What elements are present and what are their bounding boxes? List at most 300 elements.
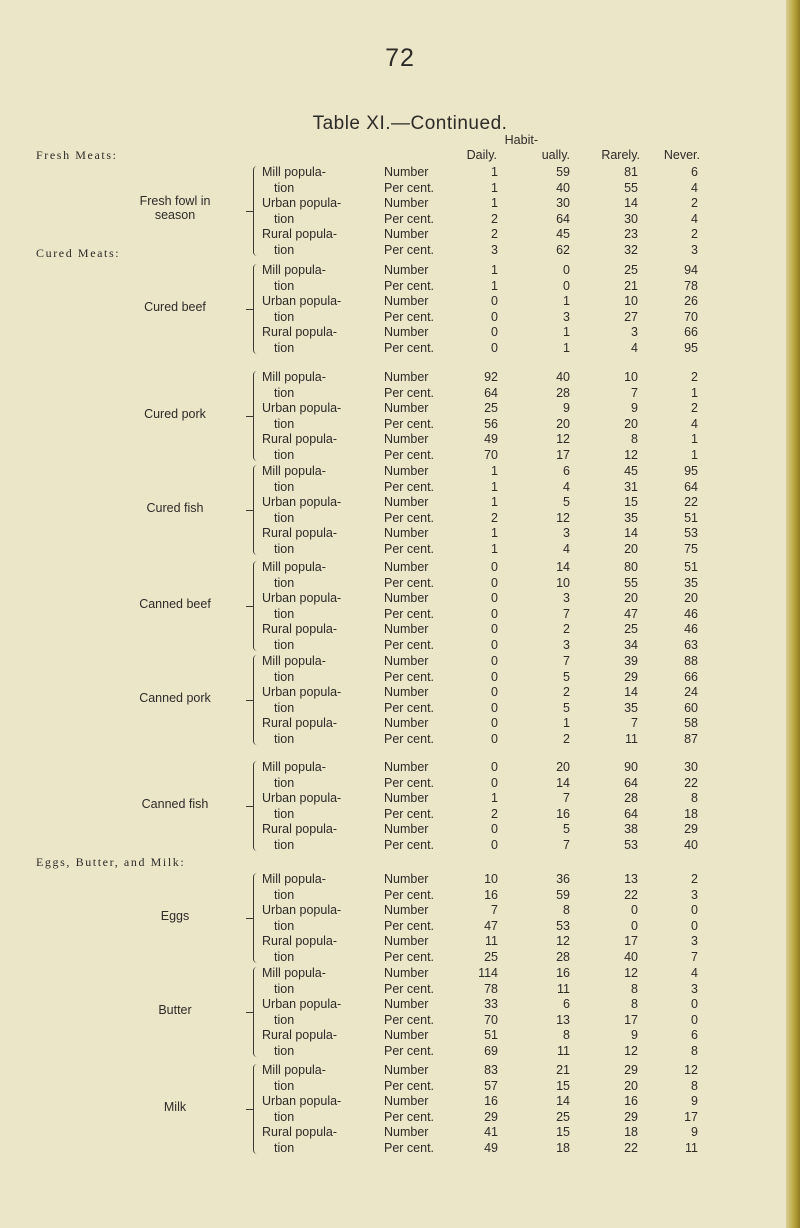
habitually-value: 14 (556, 560, 570, 574)
daily-value: 0 (491, 575, 498, 590)
population-label: tion (274, 510, 295, 525)
table-row (0, 871, 800, 888)
unit-label: Number (384, 196, 429, 211)
population-label: tion (274, 700, 295, 715)
unit-label: Per cent. (384, 510, 435, 525)
daily-value: 16 (484, 887, 498, 902)
table-row (0, 965, 800, 982)
population-label: tion (274, 806, 295, 821)
rarely-value: 35 (624, 510, 638, 525)
habitually-value: 45 (556, 227, 570, 242)
habitually-value: 10 (556, 575, 570, 590)
table-row (0, 918, 800, 935)
rarely-value: 40 (624, 950, 638, 964)
never-value: 88 (684, 654, 698, 668)
rarely-value: 32 (624, 243, 638, 257)
table-row (0, 621, 800, 638)
daily-value: 92 (484, 370, 498, 384)
rarely-value: 21 (624, 278, 638, 293)
unit-label: Number (384, 432, 429, 447)
never-value: 66 (684, 669, 698, 684)
habitually-value: 7 (563, 838, 570, 852)
daily-value: 0 (491, 775, 498, 790)
population-label: Urban popula- (262, 294, 342, 309)
column-header-daily: Daily. (466, 148, 497, 162)
rarely-value: 30 (624, 211, 638, 226)
daily-value: 0 (491, 760, 498, 774)
unit-label: Number (384, 227, 429, 242)
table-row (0, 1062, 800, 1079)
unit-label: Number (384, 560, 429, 574)
daily-value: 47 (484, 918, 498, 933)
table-row (0, 837, 800, 854)
habitually-value: 2 (563, 622, 570, 637)
table-row (0, 541, 800, 558)
table-row (0, 293, 800, 310)
population-label: Mill popula- (262, 872, 326, 886)
habitually-value: 2 (563, 685, 570, 700)
rarely-value: 45 (624, 464, 638, 478)
table-row (0, 1124, 800, 1141)
never-value: 4 (691, 211, 698, 226)
never-value: 29 (684, 822, 698, 837)
section-heading: Cured Meats: (36, 246, 121, 260)
daily-value: 2 (491, 510, 498, 525)
population-label: Mill popula- (262, 760, 326, 774)
never-value: 2 (691, 401, 698, 416)
never-value: 78 (684, 278, 698, 293)
table-row (0, 902, 800, 919)
table-row (0, 669, 800, 686)
table-row (0, 400, 800, 417)
unit-label: Per cent. (384, 309, 435, 324)
food-name-line1: Cured pork (144, 406, 206, 421)
table-row (0, 525, 800, 542)
habitually-value: 4 (563, 479, 570, 494)
daily-value: 0 (491, 309, 498, 324)
daily-value: 1 (491, 196, 498, 211)
unit-label: Number (384, 822, 429, 837)
rarely-value: 29 (624, 669, 638, 684)
never-value: 26 (684, 294, 698, 309)
unit-label: Number (384, 1028, 429, 1043)
population-label: tion (274, 1109, 295, 1124)
habitually-value: 16 (556, 966, 570, 980)
rarely-value: 9 (631, 401, 638, 416)
rarely-value: 25 (624, 263, 638, 277)
unit-label: Per cent. (384, 416, 435, 431)
rarely-value: 18 (624, 1125, 638, 1140)
unit-label: Number (384, 760, 429, 774)
habitually-value: 11 (557, 1044, 570, 1058)
population-label: tion (274, 669, 295, 684)
unit-label: Number (384, 791, 429, 806)
table-row (0, 575, 800, 592)
daily-value: 69 (484, 1044, 498, 1058)
column-header-rarely: Rarely. (601, 148, 640, 162)
table-row (0, 447, 800, 464)
unit-label: Per cent. (384, 1012, 435, 1027)
unit-label: Number (384, 1063, 429, 1077)
never-value: 12 (684, 1063, 698, 1077)
habitually-value: 5 (563, 669, 570, 684)
population-label: tion (274, 448, 295, 462)
rarely-value: 0 (631, 903, 638, 918)
daily-value: 0 (491, 638, 498, 652)
unit-label: Per cent. (384, 1141, 435, 1155)
never-value: 2 (691, 227, 698, 242)
daily-value: 25 (484, 950, 498, 964)
population-label: tion (274, 278, 295, 293)
never-value: 7 (691, 950, 698, 964)
rarely-value: 14 (624, 685, 638, 700)
habitually-value: 1 (563, 716, 570, 731)
rarely-value: 25 (624, 622, 638, 637)
rarely-value: 7 (631, 716, 638, 731)
never-value: 1 (691, 448, 698, 462)
habitually-value: 16 (556, 806, 570, 821)
rarely-value: 80 (624, 560, 638, 574)
population-label: Urban popula- (262, 997, 342, 1012)
never-value: 53 (684, 526, 698, 541)
rarely-value: 20 (624, 1078, 638, 1093)
table-row (0, 1093, 800, 1110)
daily-value: 0 (491, 606, 498, 621)
table-row (0, 340, 800, 357)
population-label: tion (274, 1044, 295, 1058)
daily-value: 83 (484, 1063, 498, 1077)
daily-value: 56 (484, 416, 498, 431)
never-value: 30 (684, 760, 698, 774)
unit-label: Number (384, 591, 429, 606)
unit-label: Number (384, 997, 429, 1012)
table-row (0, 606, 800, 623)
daily-value: 51 (484, 1028, 498, 1043)
population-label: Rural popula- (262, 1028, 338, 1043)
food-name-line2: season (154, 207, 196, 222)
daily-value: 49 (484, 1141, 498, 1155)
rarely-value: 53 (624, 838, 638, 852)
daily-value: 41 (484, 1125, 498, 1140)
table-row (0, 164, 800, 181)
habitually-value: 12 (556, 432, 570, 447)
table-row (0, 211, 800, 228)
habitually-value: 15 (556, 1078, 570, 1093)
habitually-value: 2 (563, 732, 570, 746)
daily-value: 2 (491, 227, 498, 242)
habitually-value: 8 (563, 1028, 570, 1043)
population-label: Mill popula- (262, 966, 326, 980)
table-row (0, 479, 800, 496)
daily-value: 10 (484, 872, 498, 886)
table-row (0, 195, 800, 212)
unit-label: Per cent. (384, 806, 435, 821)
table-row (0, 887, 800, 904)
table-row (0, 369, 800, 386)
never-value: 8 (691, 1078, 698, 1093)
habitually-value: 5 (563, 822, 570, 837)
rarely-value: 15 (624, 495, 638, 510)
never-value: 8 (691, 791, 698, 806)
table-row (0, 180, 800, 197)
table-row (0, 700, 800, 717)
rarely-value: 4 (631, 341, 638, 355)
unit-label: Per cent. (384, 775, 435, 790)
population-label: Rural popula- (262, 716, 338, 731)
unit-label: Per cent. (384, 479, 435, 494)
food-name-line1: Canned pork (139, 690, 211, 705)
table-row (0, 226, 800, 243)
habitually-value: 14 (556, 1094, 570, 1109)
habitually-value: 3 (563, 591, 570, 606)
unit-label: Number (384, 325, 429, 340)
population-label: tion (274, 341, 295, 355)
habitually-value: 59 (556, 887, 570, 902)
rarely-value: 12 (624, 966, 638, 980)
rarely-value: 29 (624, 1109, 638, 1124)
daily-value: 0 (491, 341, 498, 355)
habitually-value: 8 (563, 903, 570, 918)
rarely-value: 9 (631, 1028, 638, 1043)
food-name-line1: Canned fish (141, 796, 209, 811)
rarely-value: 3 (631, 325, 638, 340)
never-value: 9 (691, 1094, 698, 1109)
daily-value: 0 (491, 685, 498, 700)
population-label: tion (274, 1012, 295, 1027)
unit-label: Per cent. (384, 838, 435, 852)
never-value: 0 (691, 918, 698, 933)
habitually-value: 62 (556, 243, 570, 257)
unit-label: Per cent. (384, 669, 435, 684)
habitually-value: 12 (556, 510, 570, 525)
never-value: 0 (691, 903, 698, 918)
rarely-value: 22 (624, 887, 638, 902)
never-value: 18 (684, 806, 698, 821)
unit-label: Per cent. (384, 341, 435, 355)
unit-label: Number (384, 903, 429, 918)
daily-value: 0 (491, 732, 498, 746)
table-row (0, 1109, 800, 1126)
population-label: Mill popula- (262, 263, 326, 277)
rarely-value: 17 (624, 934, 638, 949)
population-label: Rural popula- (262, 934, 338, 949)
never-value: 3 (691, 934, 698, 949)
never-value: 75 (684, 542, 698, 556)
daily-value: 0 (491, 591, 498, 606)
habitually-value: 64 (556, 211, 570, 226)
habitually-value: 5 (563, 700, 570, 715)
daily-value: 1 (491, 180, 498, 195)
daily-value: 0 (491, 654, 498, 668)
rarely-value: 7 (631, 385, 638, 400)
table-row (0, 637, 800, 654)
table-row (0, 309, 800, 326)
habitually-value: 0 (563, 278, 570, 293)
daily-value: 11 (485, 934, 498, 949)
population-label: Mill popula- (262, 1063, 326, 1077)
rarely-value: 55 (624, 575, 638, 590)
never-value: 1 (691, 432, 698, 447)
daily-value: 33 (484, 997, 498, 1012)
page-number: 72 (385, 44, 415, 72)
table-row (0, 981, 800, 998)
unit-label: Per cent. (384, 638, 435, 652)
population-label: Urban popula- (262, 495, 342, 510)
unit-label: Per cent. (384, 887, 435, 902)
food-name-line1: Canned beef (139, 596, 211, 611)
never-value: 51 (684, 560, 698, 574)
food-name-line1: Fresh fowl in (139, 193, 211, 208)
daily-value: 70 (484, 448, 498, 462)
habitually-value: 3 (563, 638, 570, 652)
table-row (0, 559, 800, 576)
unit-label: Number (384, 1125, 429, 1140)
daily-value: 0 (491, 294, 498, 309)
population-label: Rural popula- (262, 822, 338, 837)
table-row (0, 715, 800, 732)
unit-label: Per cent. (384, 448, 435, 462)
rarely-value: 10 (624, 294, 638, 309)
unit-label: Per cent. (384, 732, 435, 746)
habitually-value: 4 (563, 542, 570, 556)
daily-value: 2 (491, 211, 498, 226)
daily-value: 57 (484, 1078, 498, 1093)
habitually-value: 28 (556, 385, 570, 400)
unit-label: Number (384, 495, 429, 510)
never-value: 11 (685, 1141, 698, 1155)
never-value: 22 (684, 775, 698, 790)
unit-label: Number (384, 966, 429, 980)
population-label: tion (274, 838, 295, 852)
daily-value: 70 (484, 1012, 498, 1027)
unit-label: Number (384, 934, 429, 949)
rarely-value: 34 (624, 638, 638, 652)
daily-value: 0 (491, 838, 498, 852)
never-value: 9 (691, 1125, 698, 1140)
daily-value: 0 (491, 669, 498, 684)
habitually-value: 20 (556, 760, 570, 774)
table-row (0, 775, 800, 792)
food-name-line1: Cured fish (146, 500, 204, 515)
never-value: 20 (684, 591, 698, 606)
population-label: Mill popula- (262, 560, 326, 574)
rarely-value: 64 (624, 775, 638, 790)
table-row (0, 949, 800, 966)
habitually-value: 1 (563, 341, 570, 355)
never-value: 17 (684, 1109, 698, 1124)
food-name-line1: Eggs (160, 908, 190, 923)
daily-value: 1 (491, 526, 498, 541)
habitually-value: 13 (556, 1012, 570, 1027)
table-row (0, 278, 800, 295)
unit-label: Number (384, 716, 429, 731)
rarely-value: 29 (624, 1063, 638, 1077)
habitually-value: 40 (556, 370, 570, 384)
habitually-value: 7 (563, 654, 570, 668)
never-value: 3 (691, 981, 698, 996)
habitually-value: 18 (556, 1141, 570, 1155)
population-label: Rural popula- (262, 1125, 338, 1140)
unit-label: Number (384, 165, 429, 179)
habitually-value: 40 (556, 180, 570, 195)
population-label: tion (274, 918, 295, 933)
rarely-value: 90 (624, 760, 638, 774)
habitually-value: 14 (556, 775, 570, 790)
rarely-value: 0 (631, 918, 638, 933)
habitually-value: 15 (556, 1125, 570, 1140)
population-label: tion (274, 732, 295, 746)
unit-label: Number (384, 685, 429, 700)
rarely-value: 81 (624, 165, 638, 179)
rarely-value: 12 (624, 448, 638, 462)
food-name-line1: Milk (163, 1099, 187, 1114)
population-label: tion (274, 243, 295, 257)
unit-label: Per cent. (384, 211, 435, 226)
daily-value: 7 (491, 903, 498, 918)
table-row (0, 1012, 800, 1029)
table-row (0, 494, 800, 511)
rarely-value: 22 (624, 1141, 638, 1155)
never-value: 4 (691, 966, 698, 980)
unit-label: Per cent. (384, 243, 435, 257)
never-value: 58 (684, 716, 698, 731)
daily-value: 3 (491, 243, 498, 257)
rarely-value: 23 (624, 227, 638, 242)
rarely-value: 8 (631, 997, 638, 1012)
table-row (0, 385, 800, 402)
rarely-value: 35 (624, 700, 638, 715)
unit-label: Per cent. (384, 1109, 435, 1124)
population-label: tion (274, 211, 295, 226)
column-header-never: Never. (663, 148, 700, 162)
never-value: 2 (691, 872, 698, 886)
table-row (0, 684, 800, 701)
habitually-value: 53 (556, 918, 570, 933)
table-row (0, 416, 800, 433)
population-label: tion (274, 1078, 295, 1093)
habitually-value: 9 (563, 401, 570, 416)
population-label: Urban popula- (262, 591, 342, 606)
population-label: Urban popula- (262, 196, 342, 211)
habitually-value: 17 (556, 448, 570, 462)
rarely-value: 17 (624, 1012, 638, 1027)
population-label: Urban popula- (262, 685, 342, 700)
never-value: 94 (684, 263, 698, 277)
never-value: 6 (691, 165, 698, 179)
section-heading: Eggs, Butter, and Milk: (36, 855, 186, 869)
unit-label: Number (384, 370, 429, 384)
daily-value: 0 (491, 822, 498, 837)
rarely-value: 11 (625, 732, 638, 746)
never-value: 51 (684, 510, 698, 525)
never-value: 63 (684, 638, 698, 652)
habitually-value: 7 (563, 606, 570, 621)
table-row (0, 590, 800, 607)
unit-label: Per cent. (384, 278, 435, 293)
column-header-habitually-line1: Habit- (504, 133, 538, 147)
population-label: tion (274, 385, 295, 400)
never-value: 95 (684, 464, 698, 478)
daily-value: 16 (484, 1094, 498, 1109)
habitually-value: 5 (563, 495, 570, 510)
never-value: 24 (684, 685, 698, 700)
rarely-value: 39 (624, 654, 638, 668)
unit-label: Per cent. (384, 918, 435, 933)
population-label: Mill popula- (262, 464, 326, 478)
never-value: 46 (684, 622, 698, 637)
habitually-value: 28 (556, 950, 570, 964)
population-label: tion (274, 606, 295, 621)
